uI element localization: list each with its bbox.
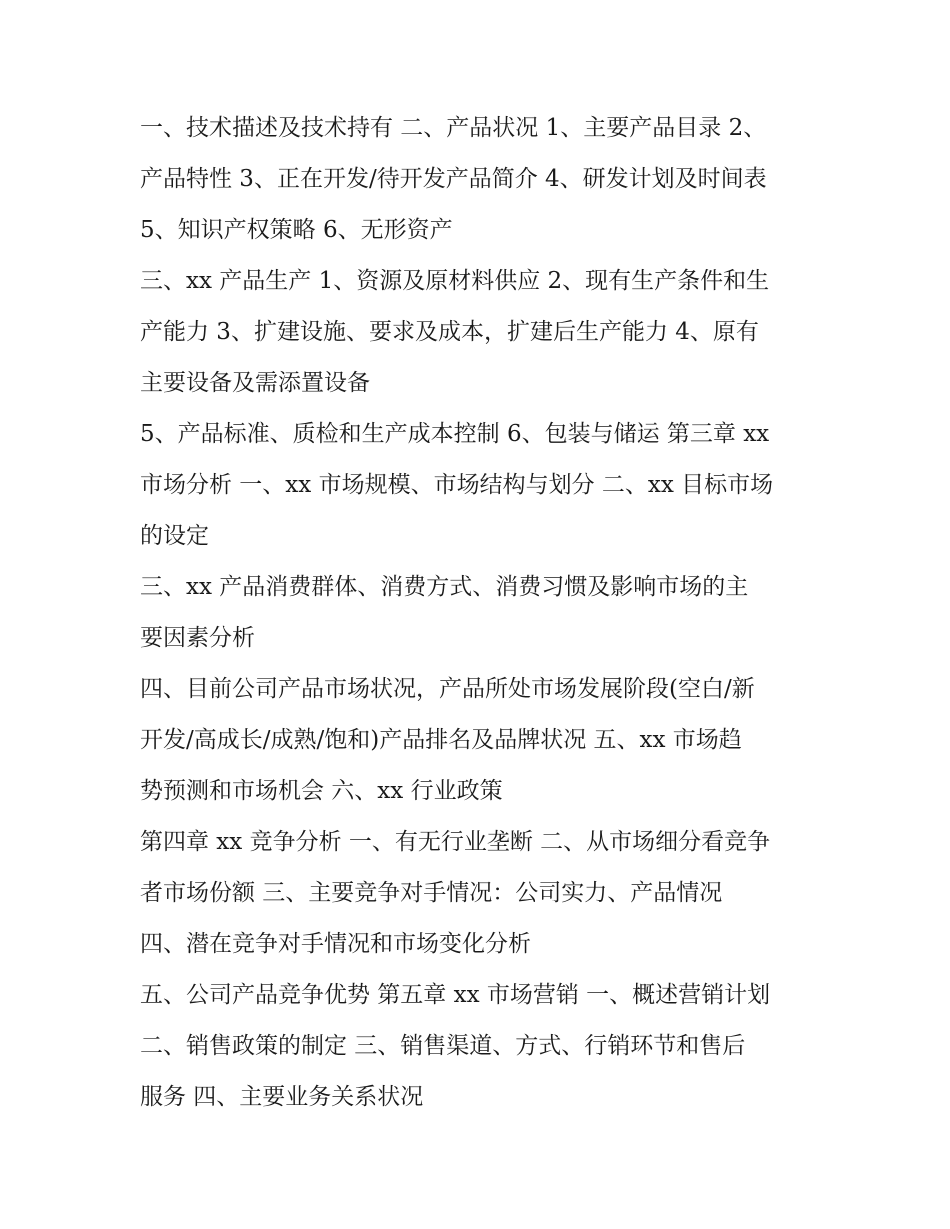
paragraph-potential-competitors: 四、潜在竞争对手情况和市场变化分析 — [140, 931, 531, 957]
paragraph-marketing: 五、公司产品竞争优势 第五章 xx 市场营销 一、概述营销计划 二、销售政策的制定 三、销售渠道、方式、行销环节和售后 服务 四、主要业务关系状况 — [140, 982, 771, 1110]
paragraph-competition-analysis: 第四章 xx 竞争分析 一、有无行业垄断 二、从市场细分看竞争 者市场份额 三、主要竞争对手情况：公司实力、产品情况 — [140, 829, 771, 906]
paragraph-technology-products: 一、技术描述及技术持有 二、产品状况 1、主要产品目录 2、 产品特性 3、正在开发/待开发产品简介 4、研发计划及时间表 5、知识产权策略 6、无形资产 — [140, 115, 767, 243]
paragraph-production: 三、xx 产品生产 1、资源及原材料供应 2、现有生产条件和生 产能力 3、扩建设施、要求及成本，扩建后生产能力 4、原有 主要设备及需添置设备 — [140, 268, 770, 396]
paragraph-market-analysis: 5、产品标准、质检和生产成本控制 6、包装与储运 第三章 xx 市场分析 一、xx 市场规模、市场结构与划分 二、xx 目标市场 的设定 — [140, 421, 774, 549]
paragraph-consumer-groups: 三、xx 产品消费群体、消费方式、消费习惯及影响市场的主 要因素分析 — [140, 574, 749, 651]
document-body — [140, 103, 820, 1123]
paragraph-market-status: 四、目前公司产品市场状况，产品所处市场发展阶段(空白/新 开发/高成长/成熟/饱和)产品排名及品牌状况 五、xx 市场趋 势预测和市场机会 六、xx 行业政策 — [140, 676, 755, 804]
